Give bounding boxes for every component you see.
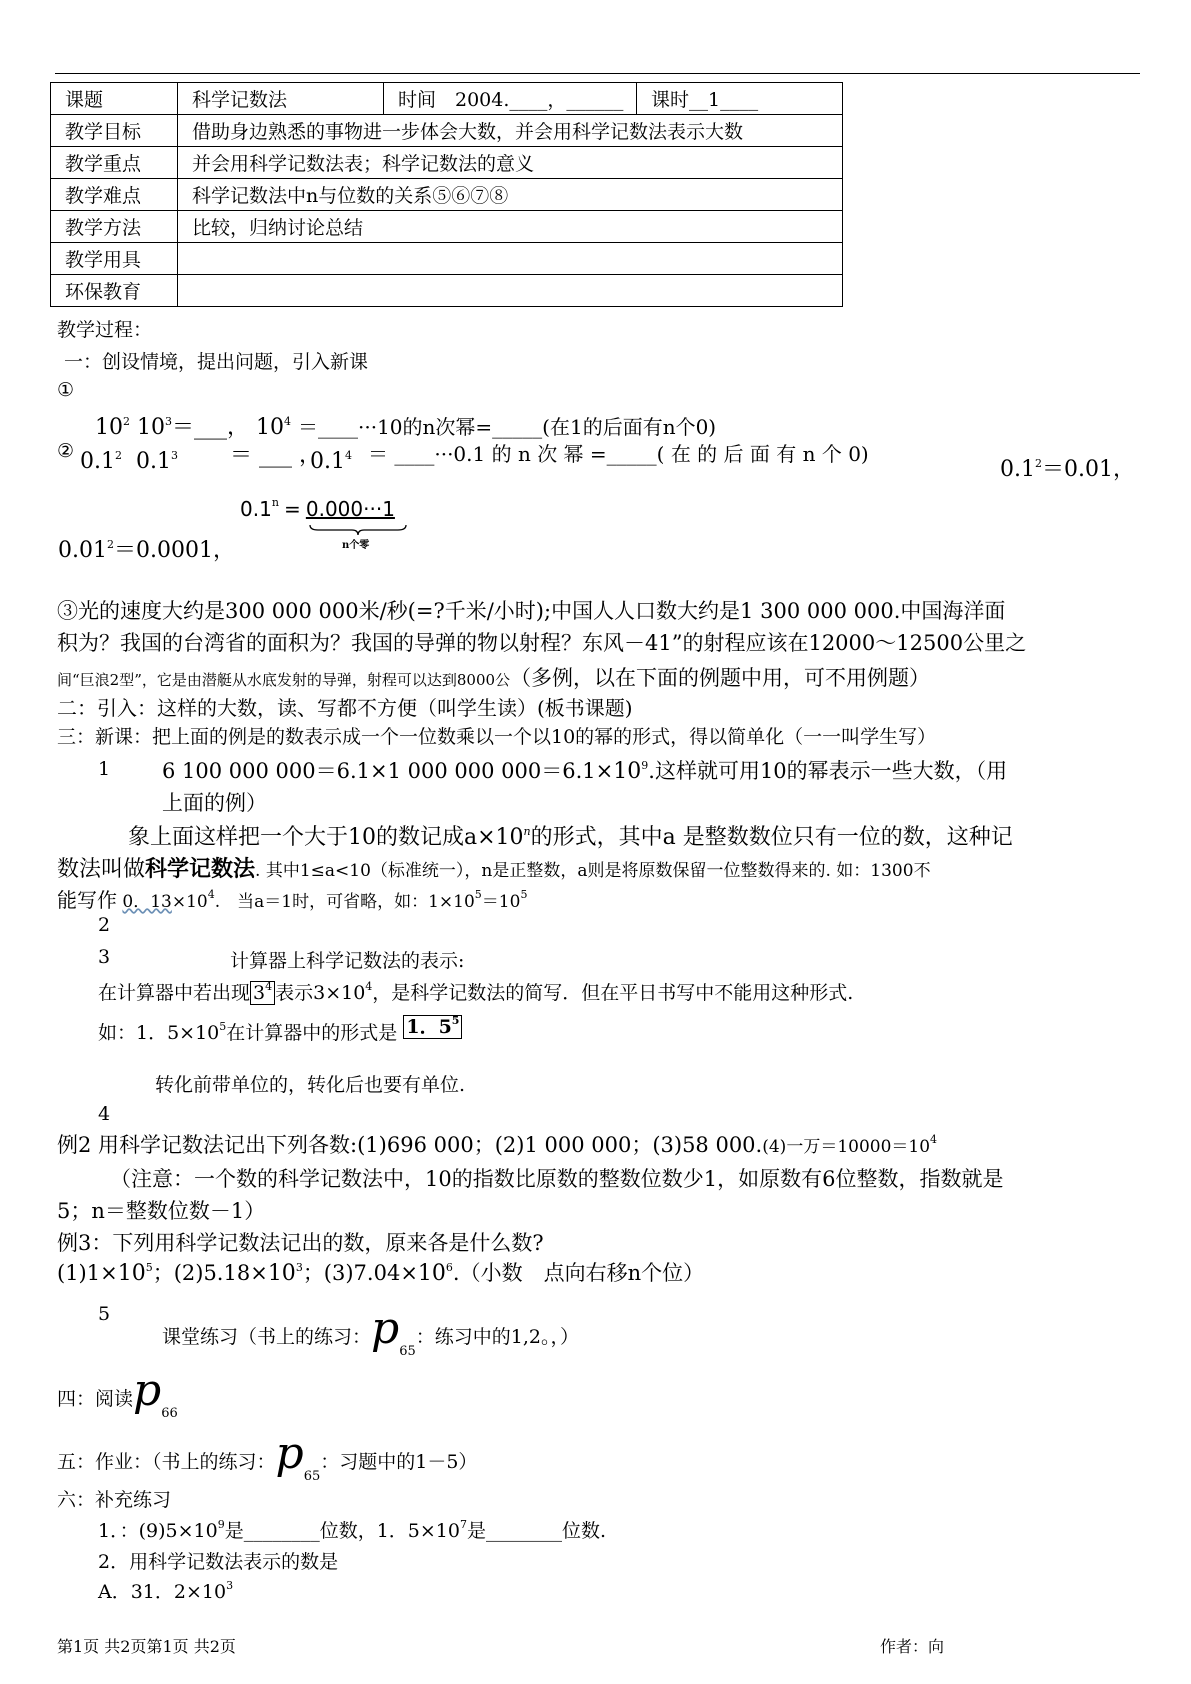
table-value-cell: 并会用科学记数法表；科学记数法的意义 [178, 147, 843, 179]
option-a: A．31．$2\times 10^3$ [98, 1579, 234, 1603]
table-label-cell: 教学重点 [51, 147, 178, 179]
example-3-title: 例3：下列用科学记数法记出的数，原来各是什么数? [57, 1231, 544, 1255]
example-2: 例2 用科学记数法记出下列各数:(1)696 000；(2)1 000 000；(3)58 000.(4)一万$=10000=10^4$ [57, 1133, 938, 1157]
item-1-number: 1 [98, 758, 111, 780]
section-5-heading: 五：作业：（书上的练习：$p_{65}$：习题中的1－5） [57, 1428, 478, 1484]
table-value-cell: 借助身边熟悉的事物进一步体会大数，并会用科学记数法表示大数 [178, 115, 843, 147]
section-3-heading: 三：新课：把上面的例是的数表示成一个一位数乘以一个以10的幂的形式，得以简单化（一一叫学生写） [57, 726, 937, 748]
powers-tenth-eq1: ＝ ___ ， [230, 443, 321, 468]
paragraph-3-line2: 积为？我国的台湾省的面积为？我国的导弹的物以射程？东风－41”的射程应该在12000～12500公里之 [57, 631, 1027, 655]
calculator-display-box: 1．$5^5$ [403, 1015, 462, 1039]
example-0-1-squared: $0.1^2=0.01$， [1000, 457, 1136, 482]
table-row [51, 179, 843, 211]
table-label-cell: 教学难点 [51, 179, 178, 211]
powers-of-tenth-line: $0.1^2$ $0.1^3$ [80, 449, 178, 474]
note-line2: 5；n＝整数位数－1） [57, 1199, 266, 1223]
table-label-cell: 教学用具 [51, 243, 178, 275]
section-1-heading: 一：创设情境，提出问题，引入新课 [64, 351, 369, 373]
top-rule [55, 73, 1140, 74]
table-row [51, 115, 843, 147]
calculator-display-box: $3^4$ [250, 981, 275, 1005]
item-1-continued: 上面的例） [162, 791, 267, 815]
table-label-cell: 环保教育 [51, 275, 178, 307]
unit-note: 转化前带单位的，转化后也要有单位. [155, 1074, 466, 1096]
topic-cell: 科学记数法 [178, 83, 384, 115]
item-5-text: 课堂练习（书上的练习：$p_{65}$：练习中的1,2。，） [162, 1303, 579, 1359]
table-row [51, 243, 843, 275]
lesson-info-table [50, 82, 843, 307]
question-2: 2．用科学记数法表示的数是 [98, 1551, 339, 1573]
calculator-note: 在计算器中若出现 $3^4$ 表示$3\times 10^4$，是科学记数法的简写．但在平日书写中不能用这种形式. [98, 980, 854, 1004]
paragraph-3-line3: 间“巨浪2型”，它是由潜艇从水底发射的导弹，射程可以达到8000公（多例，以在下面的例题中用，可不用例题） [57, 666, 931, 690]
footer-author: 作者：向 [880, 1637, 945, 1656]
period-cell: 课时__1____ [637, 83, 843, 115]
item-3-number: 3 [98, 946, 111, 968]
section-4-heading: 四：阅读$p_{66}$ [57, 1365, 178, 1421]
table-row [51, 211, 843, 243]
definition-line2: 数法叫做科学记数法. 其中1≤a<10（标准统一），n是正整数，a则是将原数保留一位整数得来的. 如：1300不 [57, 856, 931, 882]
paragraph-3-line1: ③光的速度大约是300 000 000米/秒(=?千米/小时);中国人人口数大约是1 300 000 000.中国海洋面 [57, 599, 1006, 623]
table-row [51, 147, 843, 179]
example-3-items: $(1)1\times 10^5$；$(2)5.18\times 10^3$；$(3)7.04\times 10^6$.（小数 点向右移n个位） [57, 1261, 705, 1286]
calculator-example: 如：1．$5\times 10^5$在计算器中的形式是 1．$5^5$ [98, 1018, 462, 1045]
table-label-cell: 课题 [51, 83, 178, 115]
question-1: 1．：$(9)5\times 10^9$是________位数，1．$5\times 10^7$是________位数. [98, 1518, 607, 1542]
underbrace-icon [308, 524, 408, 536]
footer-page-info: 第1页 共2页第1页 共2页 [57, 1637, 236, 1656]
table-value-cell [178, 243, 843, 275]
definition-line3: 能写作 0．$13\times 10^4$. 当a＝1时，可省略，如：$1\times 10^5=10^5$ [57, 888, 528, 912]
powers-of-ten-line: $10^2$ $10^3=\_\_\_$， $10^4$ ＝____···10的n次幂=_____(在1的后面有n个0) [95, 415, 717, 440]
table-label-cell: 教学方法 [51, 211, 178, 243]
table-value-cell [178, 275, 843, 307]
table-row [51, 83, 843, 115]
table-label-cell: 教学目标 [51, 115, 178, 147]
zeros-brace-figure: 0.1$^n$ = 0.000···1 n个零 [240, 497, 395, 521]
time-cell: 时间 2004.____，______ [384, 83, 637, 115]
item-4-number: 4 [98, 1103, 111, 1125]
item-1-marker: ① [57, 379, 75, 401]
item-3-text: 计算器上科学记数法的表示: [230, 950, 465, 972]
item-1-text: 6 100 000 000＝6.1×1 000 000 $000=6.1\times 10^9$.这样就可用10的幂表示一些大数，（用 [162, 759, 1008, 784]
table-value-cell: 科学记数法中n与位数的关系⑤⑥⑦⑧ [178, 179, 843, 211]
item-2-number: 2 [98, 914, 111, 936]
powers-tenth-4: $0.1^4$ [310, 449, 352, 474]
section-6-heading: 六：补充练习 [57, 1489, 172, 1511]
table-value-cell: 比较，归纳讨论总结 [178, 211, 843, 243]
note-line1: （注意：一个数的科学记数法中，10的指数比原数的整数位数少1，如原数有6位整数，指数就是 [110, 1167, 1004, 1191]
example-0-01-squared: $0.01^2=0.0001$， [58, 538, 235, 563]
item-5-number: 5 [98, 1303, 111, 1325]
table-row [51, 275, 843, 307]
powers-tenth-eq2: ＝ ____···0.1 的 n 次 幂 =_____( 在 的 后 面 有 n 个 0) [368, 442, 869, 466]
process-title: 教学过程： [57, 319, 153, 341]
item-2-marker: ② [57, 440, 75, 462]
definition-line1: 象上面这样把一个大于10的数记成$a\times 10^n$的形式，其中a 是整数数位只有一位的数，这种记 [128, 825, 1013, 850]
section-2-heading: 二：引入：这样的大数，读、写都不方便（叫学生读）(板书课题) [57, 696, 633, 720]
